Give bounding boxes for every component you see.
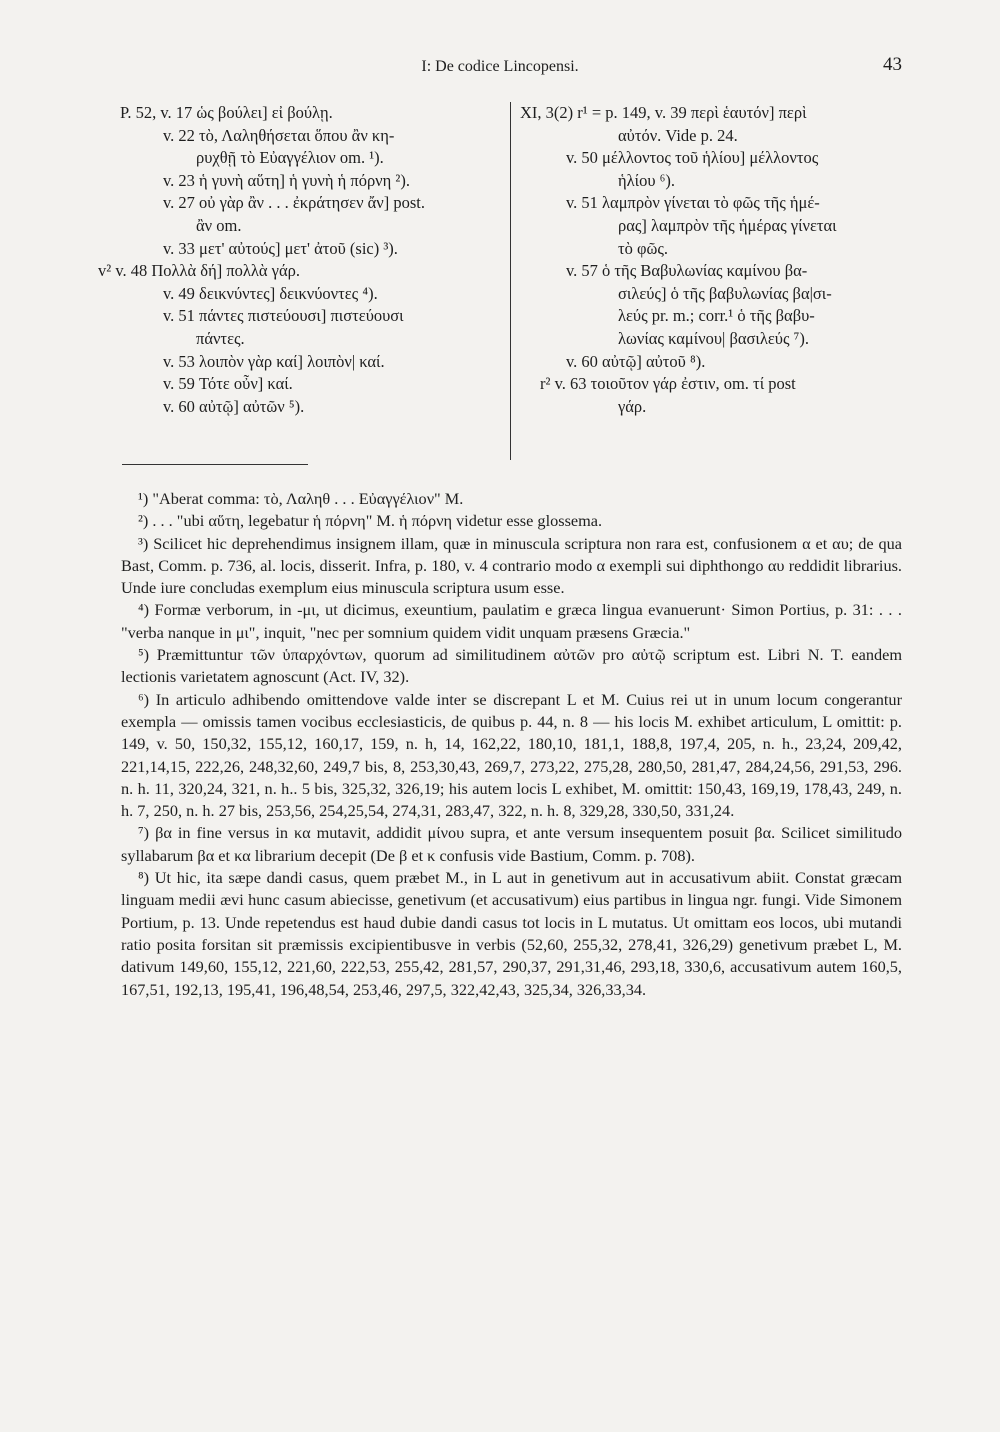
left-line: v² v. 48 Πολλὰ δή] πολλὰ γάρ. (98, 261, 300, 281)
right-column (520, 102, 905, 418)
left-line: v. 23 ἡ γυνὴ αὕτη] ἡ γυνὴ ἡ πόρνη ²). (163, 170, 410, 190)
left-line: ἂν om. (196, 215, 242, 235)
right-line: ρας] λαμπρὸν τῆς ἡμέρας γίνεται (618, 215, 837, 235)
footnote-1: ¹) "Aberat comma: τὸ, Λαληθ . . . Εὐαγγέλιον" M. (138, 489, 464, 508)
footnote-7: ⁷) βα in fine versus in κα mutavit, addidit μίνου supra, et ante versum insequentem posuit βα. Scilicet similitudo syllabarum βα et κα librarium decepit (De β et κ confusis vide Bastium, Comm. p. 708). (121, 823, 902, 865)
left-line: v. 33 μετ' αὐτούς] μετ' ἀτοῦ (sic) ³). (163, 238, 398, 258)
right-line: v. 50 μέλλοντος τοῦ ἡλίου] μέλλοντος (566, 148, 819, 168)
left-column (98, 102, 490, 418)
right-line: v. 57 ὁ τῆς Βαβυλωνίας καμίνου βα- (566, 261, 808, 281)
right-line: XI, 3(2) r¹ = p. 149, v. 39 περὶ ἑαυτόν] περὶ (520, 103, 807, 122)
left-line: πάντες. (196, 328, 245, 348)
column-divider (510, 102, 511, 460)
footnote-6: ⁶) In articulo adhibendo omittendove valde inter se discrepant L et M. Cuius rei ut in unum locum congerantur exempla — omissis tamen vocibus ecclesiasticis, de quibus p. 44, n. 8 — his locis M. exhibet articulum, L omittit: p. 149, v. 50, 150,32, 155,12, 160,17, 159, n. h, 14, 162,22, 180,10, 181,1, 188,8, 197,4, 205, n. h., 23,24, 209,42, 221,14,15, 222,26, 248,32,60, 249,7 bis, 8, 253,30,43, 269,7, 273,22, 275,28, 280,50, 281,47, 284,24,56, 291,53, 296. n. h. 11, 320,24, 321, n. h.. 5 bis, 325,32, 326,19; his autem locis L exhibet, M. omittit: 150,43, 169,19, 178,43, 249, n. h. 7, 250, n. h. 27 bis, 253,56, 254,25,54, 274,31, 283,47, 322, n. h. 8, 329,28, 330,50, 331,24. (121, 689, 902, 821)
left-line: ρυχθῇ τὸ Εὐαγγέλιον om. ¹). (196, 148, 384, 168)
right-line: r² v. 63 τοιοῦτον γάρ ἐστιν, om. τί post (540, 374, 796, 394)
right-line: λεύς pr. m.; corr.¹ ὁ τῆς βαβυ- (618, 306, 815, 326)
left-line: v. 49 δεικνύντες] δεικνύοντες ⁴). (163, 283, 378, 303)
right-line: γάρ. (618, 396, 647, 416)
right-line: σιλεύς] ὁ τῆς βαβυλωνίας βα|σι- (618, 283, 832, 303)
running-title: I: De codice Lincopensi. (421, 58, 579, 75)
left-line: v. 53 λοιπὸν γὰρ καί] λοιπὸν| καί. (163, 351, 385, 371)
footnote-rule (122, 464, 308, 465)
right-line: αὐτόν. Vide p. 24. (618, 125, 738, 145)
right-line: λωνίας καμίνου| βασιλεύς ⁷). (618, 328, 809, 348)
left-line: v. 22 τὸ, Λαληθήσεται ὅπου ἂν κη- (163, 125, 395, 145)
footnotes (121, 488, 902, 1001)
footnote-5: ⁵) Præmittuntur τῶν ὑπαρχόντων, quorum ad similitudinem αὐτῶν pro αὐτῷ scriptum est. Libri N. T. eandem lectionis varietatem agnoscunt (Act. IV, 32). (121, 645, 902, 687)
footnote-3: ³) Scilicet hic deprehendimus insignem illam, quæ in minuscula scriptura non rara est, confusionem α et αυ; de qua Bast, Comm. p. 736, al. locis, disserit. Infra, p. 180, v. 4 contrario modo α exempli sui diphthongo αυ reddidit librarius. Unde iure concludas exemplum eius minuscula scriptura usum esse. (121, 533, 902, 598)
footnote-8: ⁸) Ut hic, ita sæpe dandi casus, quem præbet M., in L aut in genetivum aut in accusativum abiit. Constat græcam linguam medii ævi hunc casum abiecisse, genetivum (et accusativum) eius partibus in lingua ngr. fungi. Vide Simonem Portium, p. 13. Unde repetendus est haud dubie dandi casus tot locis in L mutatus. Ut omittam eos locos, ubi mutandi ratio posita forsitan sit præmissis excipientibusve in verbis (52,60, 255,32, 278,41, 326,29) genetivum præbet L, M. dativum 149,60, 155,12, 221,60, 222,53, 255,42, 281,57, 290,37, 291,31,46, 293,18, 330,6, accusativum autem 160,5, 167,51, 192,13, 195,41, 196,48,54, 253,46, 297,5, 322,42,43, 325,34, 326,33,34. (121, 868, 902, 999)
left-line: v. 59 Τότε οὖν] καί. (163, 374, 293, 394)
right-line: ἡλίου ⁶). (618, 170, 675, 190)
left-line: P. 52, v. 17 ὡς βούλει] εἰ βούλῃ. (120, 103, 333, 122)
footnote-4: ⁴) Formæ verborum, in -μι, ut dicimus, exeuntium, paulatim e græca lingua evanuerunt· Simon Portius, p. 31: . . . "verba nanque in μι", inquit, "nec per somnium quidem vidit unquam præsens Græcia." (121, 600, 902, 642)
page-number: 43 (883, 54, 902, 75)
right-line: v. 60 αὐτῷ] αὐτοῦ ⁸). (566, 351, 706, 371)
footnote-2: ²) . . . "ubi αὕτη, legebatur ἡ πόρνη" M. ἡ πόρνη videtur esse glossema. (138, 511, 603, 531)
right-line: τὸ φῶς. (618, 238, 669, 258)
left-line: v. 60 αὐτῷ] αὐτῶν ⁵). (163, 396, 305, 416)
page-header (0, 54, 1000, 84)
left-line: v. 51 πάντες πιστεύουσι] πιστεύουσι (163, 306, 404, 326)
left-line: v. 27 οὐ γὰρ ἂν . . . ἐκράτησεν ἄν] post. (163, 193, 426, 213)
apparatus-columns (0, 102, 1000, 482)
right-line: v. 51 λαμπρὸν γίνεται τὸ φῶς τῆς ἡμέ- (566, 193, 820, 213)
